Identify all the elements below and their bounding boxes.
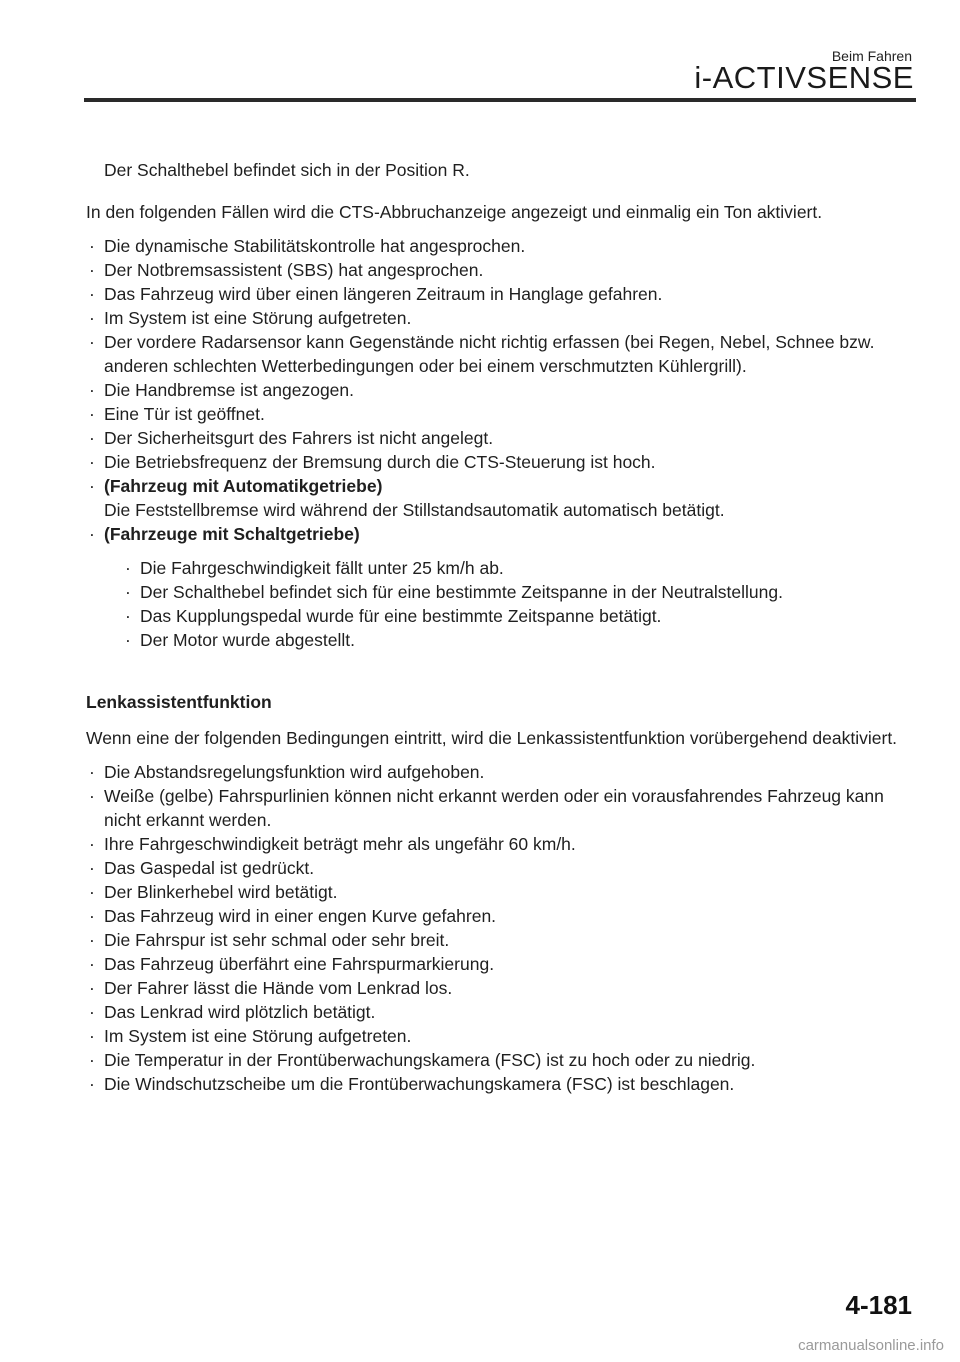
steering-intro: Wenn eine der folgenden Bedingungen eintritt, wird die Lenkassistentfunktion vorübergehend deaktiviert. [86, 728, 898, 748]
continuation-line: Der Schalthebel befindet sich in der Position R. [104, 160, 470, 180]
list-item: · Die Windschutzscheibe um die Frontüberwachungskamera (FSC) ist beschlagen. [86, 1072, 906, 1096]
sub-list-item: · Der Motor wurde abgestellt. [122, 628, 906, 652]
list-item: · Das Fahrzeug überfährt eine Fahrspurmarkierung. [86, 952, 906, 976]
list-item: · Das Gaspedal ist gedrückt. [86, 856, 906, 880]
list-item: · Der Fahrer lässt die Hände vom Lenkrad los. [86, 976, 906, 1000]
section-label: Beim Fahren [831, 48, 912, 64]
watermark-text: carmanualsonline.info [798, 1337, 944, 1354]
sub-list-item: · Die Fahrgeschwindigkeit fällt unter 25 km/h ab. [122, 556, 906, 580]
list-item: · Das Lenkrad wird plötzlich betätigt. [86, 1000, 906, 1024]
header-rule [84, 98, 916, 102]
list-item: · Das Fahrzeug wird in einer engen Kurve gefahren. [86, 904, 906, 928]
cts-cancel-list [86, 234, 906, 652]
chapter-title: i-ACTIVSENSE [694, 60, 914, 95]
manual-sublist [104, 556, 906, 652]
list-item: · Die Betriebsfrequenz der Bremsung durch die CTS-Steuerung ist hoch. [86, 450, 906, 474]
manual-label: · (Fahrzeuge mit Schaltgetriebe) [104, 524, 360, 544]
list-item: · Weiße (gelbe) Fahrspurlinien können nicht erkannt werden oder ein vorausfahrendes Fahrzeug kann nicht erkannt werden. [86, 784, 906, 832]
list-item: · Das Fahrzeug wird über einen längeren Zeitraum in Hanglage gefahren. [86, 282, 906, 306]
page-number: 4-181 [845, 1290, 912, 1320]
steering-list [86, 760, 906, 1096]
automatic-label: · (Fahrzeug mit Automatikgetriebe) [104, 476, 383, 496]
list-item: · Im System ist eine Störung aufgetreten. [86, 1024, 906, 1048]
list-item: · Die Fahrspur ist sehr schmal oder sehr breit. [86, 928, 906, 952]
list-item-manual [86, 522, 906, 652]
list-item: · Die Abstandsregelungsfunktion wird aufgehoben. [86, 760, 906, 784]
sub-list-item: · Das Kupplungspedal wurde für eine bestimmte Zeitspanne betätigt. [122, 604, 906, 628]
automatic-text: Die Feststellbremse wird während der Stillstandsautomatik automatisch betätigt. [104, 500, 725, 520]
list-item: · Der Notbremsassistent (SBS) hat angesprochen. [86, 258, 906, 282]
cts-cancel-intro: In den folgenden Fällen wird die CTS-Abbruchanzeige angezeigt und einmalig ein Ton aktiviert. [86, 202, 823, 222]
sub-list-item: · Der Schalthebel befindet sich für eine bestimmte Zeitspanne in der Neutralstellung. [122, 580, 906, 604]
list-item: · Eine Tür ist geöffnet. [86, 402, 906, 426]
page-content [86, 158, 906, 1106]
list-item: · Die Temperatur in der Frontüberwachungskamera (FSC) ist zu hoch oder zu niedrig. [86, 1048, 906, 1072]
list-item: · Der vordere Radarsensor kann Gegenstände nicht richtig erfassen (bei Regen, Nebel, Schnee bzw. anderen schlechten Wetterbedingungen oder bei einem verschmutzten Kühlergrill). [86, 330, 906, 378]
steering-heading: Lenkassistentfunktion [86, 692, 272, 712]
list-item: · Der Sicherheitsgurt des Fahrers ist nicht angelegt. [86, 426, 906, 450]
list-item: · Im System ist eine Störung aufgetreten. [86, 306, 906, 330]
list-item: · Der Blinkerhebel wird betätigt. [86, 880, 906, 904]
list-item: · Ihre Fahrgeschwindigkeit beträgt mehr als ungefähr 60 km/h. [86, 832, 906, 856]
list-item-automatic [86, 474, 906, 522]
list-item: · Die dynamische Stabilitätskontrolle hat angesprochen. [86, 234, 906, 258]
list-item: · Die Handbremse ist angezogen. [86, 378, 906, 402]
